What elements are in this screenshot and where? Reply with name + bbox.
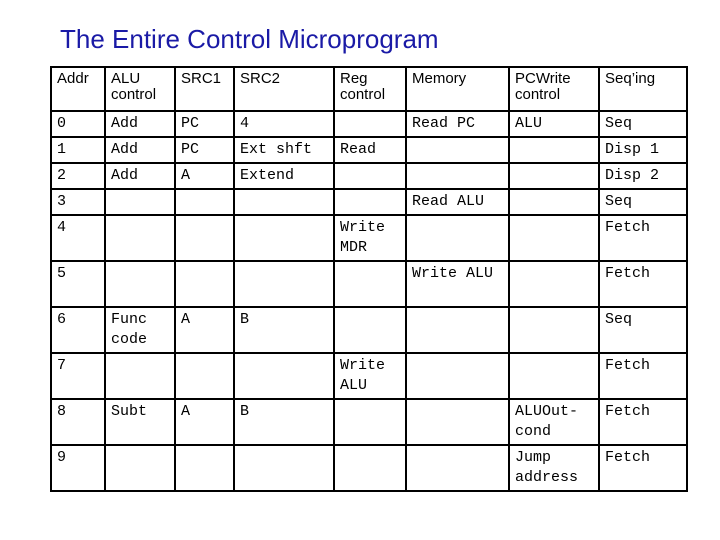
cell-alu-control: Add [105,163,175,189]
cell-reg-control [334,189,406,215]
header-reg-control: Reg control [334,67,406,111]
cell-addr: 1 [51,137,105,163]
cell-memory: Write ALU [406,261,509,307]
cell-src1 [175,353,234,399]
cell-seqing: Fetch [599,399,687,445]
cell-reg-control [334,307,406,353]
cell-addr: 0 [51,111,105,137]
cell-src1 [175,261,234,307]
cell-addr: 3 [51,189,105,215]
cell-alu-control [105,445,175,491]
microprogram-table [50,66,688,492]
cell-reg-control [334,445,406,491]
cell-memory [406,399,509,445]
cell-src1: A [175,399,234,445]
cell-memory [406,445,509,491]
cell-alu-control: Subt [105,399,175,445]
cell-src2 [234,261,334,307]
cell-alu-control: Func code [105,307,175,353]
cell-pcwrite-control [509,215,599,261]
cell-alu-control [105,353,175,399]
cell-src2: Extend [234,163,334,189]
cell-reg-control: Write ALU [334,353,406,399]
cell-memory: Read ALU [406,189,509,215]
cell-src2: B [234,399,334,445]
cell-reg-control: Read [334,137,406,163]
cell-addr: 8 [51,399,105,445]
cell-memory [406,137,509,163]
cell-alu-control [105,215,175,261]
table-row [51,445,687,491]
header-memory: Memory [406,67,509,111]
header-seqing: Seq’ing [599,67,687,111]
cell-src2 [234,445,334,491]
cell-reg-control: Write MDR [334,215,406,261]
cell-memory [406,353,509,399]
cell-seqing: Seq [599,307,687,353]
cell-src1: A [175,307,234,353]
cell-src1 [175,445,234,491]
cell-memory [406,163,509,189]
cell-seqing: Seq [599,111,687,137]
table-row [51,189,687,215]
cell-src2 [234,215,334,261]
cell-reg-control [334,111,406,137]
header-pcwrite-control: PCWrite control [509,67,599,111]
cell-reg-control [334,261,406,307]
cell-src1 [175,189,234,215]
cell-pcwrite-control: Jump address [509,445,599,491]
cell-reg-control [334,399,406,445]
cell-alu-control [105,261,175,307]
table-row [51,261,687,307]
cell-alu-control: Add [105,111,175,137]
cell-seqing: Seq [599,189,687,215]
page-title: The Entire Control Microprogram [60,24,439,54]
table-row [51,215,687,261]
cell-memory [406,307,509,353]
cell-pcwrite-control: ALU [509,111,599,137]
cell-seqing: Disp 2 [599,163,687,189]
cell-src2: Ext shft [234,137,334,163]
cell-src2 [234,353,334,399]
table-row [51,307,687,353]
cell-alu-control [105,189,175,215]
cell-seqing: Fetch [599,445,687,491]
header-src1: SRC1 [175,67,234,111]
cell-pcwrite-control [509,163,599,189]
cell-addr: 9 [51,445,105,491]
cell-pcwrite-control [509,189,599,215]
cell-addr: 7 [51,353,105,399]
cell-addr: 2 [51,163,105,189]
cell-src2 [234,189,334,215]
header-src2: SRC2 [234,67,334,111]
cell-src1 [175,215,234,261]
cell-pcwrite-control: ALUOut-cond [509,399,599,445]
table-row [51,111,687,137]
table-row [51,353,687,399]
cell-src2: 4 [234,111,334,137]
cell-addr: 4 [51,215,105,261]
header-row [51,67,687,111]
cell-pcwrite-control [509,137,599,163]
table-row [51,399,687,445]
cell-pcwrite-control [509,307,599,353]
cell-src1: PC [175,111,234,137]
cell-src2: B [234,307,334,353]
cell-addr: 5 [51,261,105,307]
header-addr: Addr [51,67,105,111]
cell-seqing: Fetch [599,215,687,261]
cell-seqing: Fetch [599,353,687,399]
cell-memory: Read PC [406,111,509,137]
cell-pcwrite-control [509,353,599,399]
cell-seqing: Disp 1 [599,137,687,163]
cell-pcwrite-control [509,261,599,307]
header-alu-control: ALU control [105,67,175,111]
cell-src1: PC [175,137,234,163]
cell-addr: 6 [51,307,105,353]
cell-src1: A [175,163,234,189]
cell-alu-control: Add [105,137,175,163]
cell-reg-control [334,163,406,189]
table-row [51,137,687,163]
table-row [51,163,687,189]
cell-seqing: Fetch [599,261,687,307]
cell-memory [406,215,509,261]
